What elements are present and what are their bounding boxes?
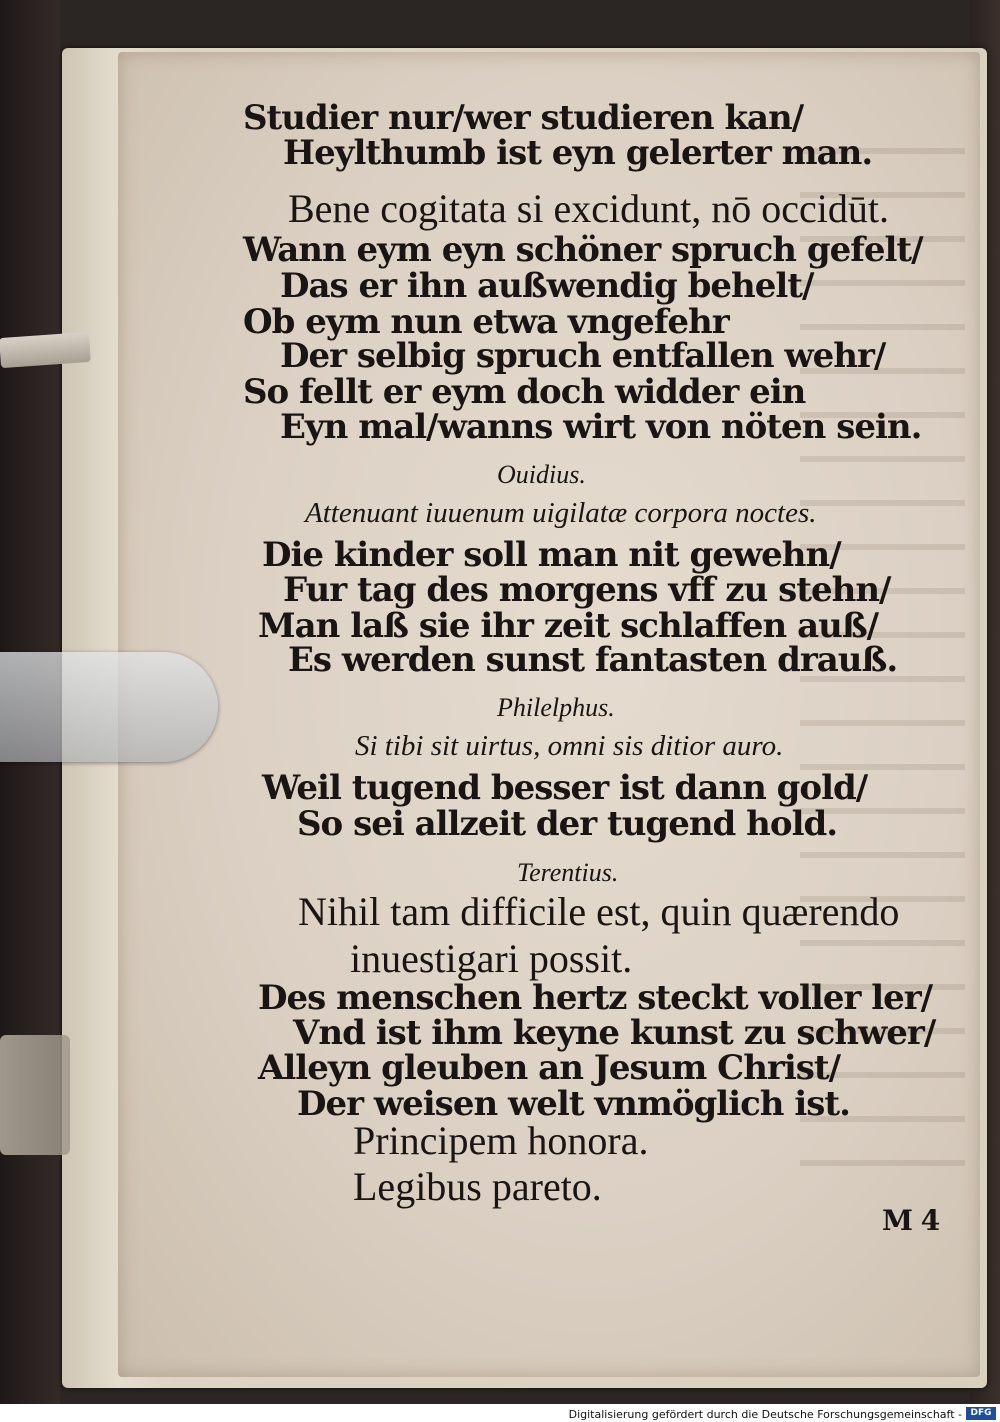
dfg-logo-icon: DFG bbox=[966, 1407, 996, 1420]
verse-line: Das er ihn außwendig behelt/ bbox=[280, 266, 814, 306]
verse-line: So sei allzeit der tugend hold. bbox=[297, 804, 838, 844]
latin-maxim: Legibus pareto. bbox=[353, 1164, 602, 1209]
verse-line: Man laß sie ihr zeit schlaffen auß/ bbox=[258, 606, 879, 646]
verse-line: Wann eym eyn schöner spruch gefelt/ bbox=[243, 230, 923, 270]
verse-line: Heylthumb ist eyn gelerter man. bbox=[283, 133, 873, 173]
latin-maxim: Principem honora. bbox=[353, 1118, 649, 1163]
verse-line: Fur tag des morgens vff zu stehn/ bbox=[283, 570, 891, 610]
latin-maxim: Nihil tam difficile est, quin quærendo bbox=[298, 889, 900, 934]
latin-quote: Attenuant iuuenum uigilatæ corpora noctes. bbox=[305, 497, 817, 529]
verse-line: Der selbig spruch entfallen wehr/ bbox=[280, 336, 886, 376]
verse-line: Der weisen welt vnmöglich ist. bbox=[297, 1084, 850, 1124]
latin-quote: Si tibi sit uirtus, omni sis ditior auro. bbox=[355, 730, 784, 762]
verse-line: So fellt er eym doch widder ein bbox=[243, 372, 806, 412]
author-heading: Terentius. bbox=[517, 858, 619, 887]
verse-line: Ob eym nun etwa vngefehr bbox=[243, 302, 729, 342]
verse-line: Eyn mal/wanns wirt von nöten sein. bbox=[280, 407, 922, 447]
footer-bar bbox=[0, 1404, 1000, 1422]
latin-maxim: Bene cogitata si excidunt, nō occidūt. bbox=[288, 186, 889, 231]
verse-line: Studier nur/wer studieren kan/ bbox=[243, 98, 804, 138]
author-heading: Philelphus. bbox=[497, 693, 615, 722]
funding-credit: Digitalisierung gefördert durch die Deutsche Forschungsgemeinschaft - bbox=[568, 1408, 962, 1421]
signature-mark: M 4 bbox=[882, 1204, 940, 1237]
author-heading: Ouidius. bbox=[497, 460, 586, 489]
verse-line: Alleyn gleuben an Jesum Christ/ bbox=[258, 1048, 841, 1088]
verse-line: Weil tugend besser ist dann gold/ bbox=[262, 768, 868, 808]
verse-line: Vnd ist ihm keyne kunst zu schwer/ bbox=[293, 1013, 936, 1053]
verse-line: Des menschen hertz steckt voller ler/ bbox=[258, 978, 933, 1018]
verse-line: Die kinder soll man nit gewehn/ bbox=[262, 535, 841, 575]
verse-line: Es werden sunst fantasten drauß. bbox=[288, 640, 898, 680]
latin-maxim: inuestigari possit. bbox=[350, 936, 633, 981]
